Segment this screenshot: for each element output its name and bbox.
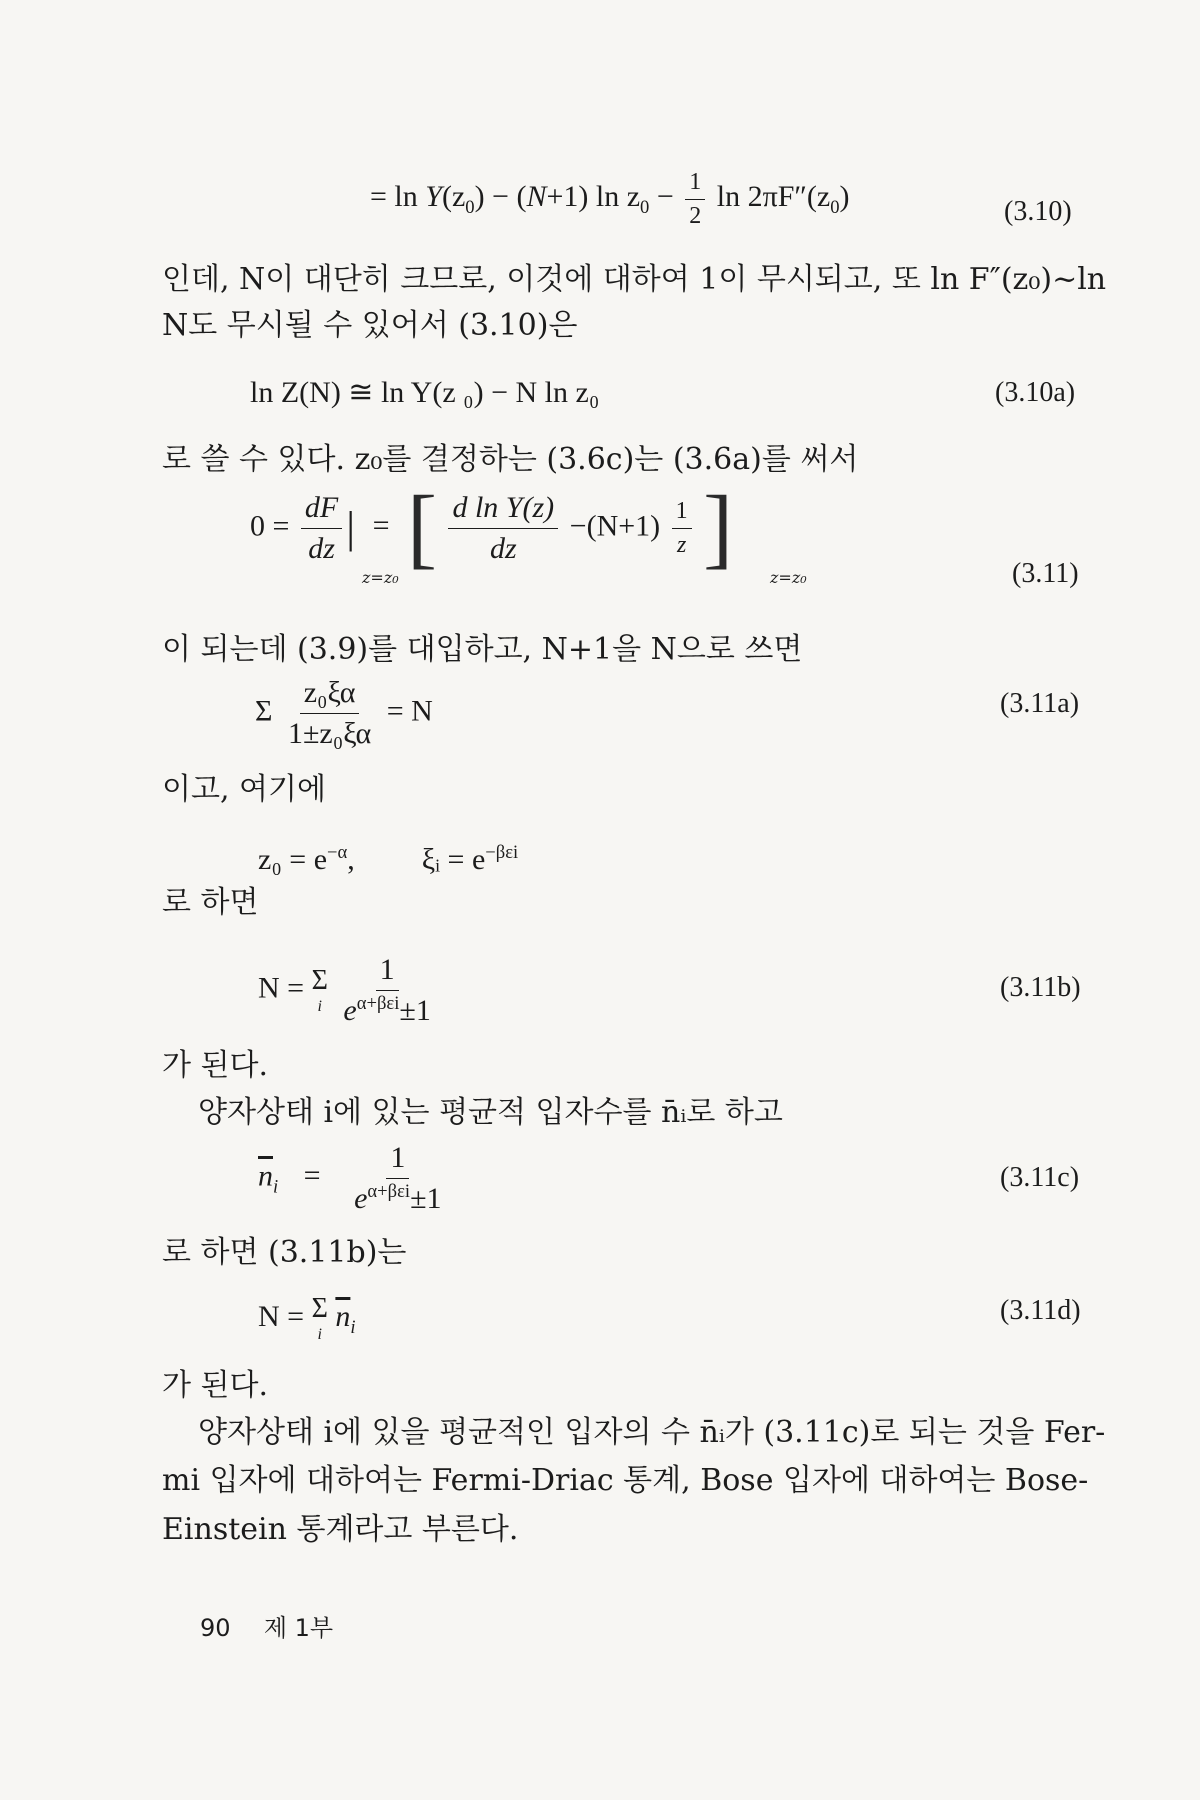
paragraph-text: 이고, 여기에 — [162, 772, 326, 807]
left-bracket: [ — [406, 478, 437, 578]
equation-definitions: $z_0 = e^{-\alpha}$, ξᵢ = $e^{-\beta\varepsilon i}$ — [258, 842, 519, 876]
page-footer — [200, 1608, 333, 1643]
paragraph-text: 로 쓸 수 있다. z₀를 결정하는 (3.6c)는 (3.6a)를 써서 — [162, 442, 859, 477]
equation-3-11a: Σ $\frac{\text{z₀ξα}}{\text{1±z₀ξα}}$ = N — [255, 676, 433, 750]
paragraph-text: Einstein 통계라고 부른다. — [162, 1512, 519, 1547]
equation-3-11d: N = Σ i $\overline{n}_i$ — [258, 1293, 356, 1343]
equation-number-3-11c: (3.11c) — [1000, 1162, 1080, 1193]
right-bracket: ] — [703, 478, 734, 578]
paragraph-text: N도 무시될 수 있어서 (3.10)은 — [162, 308, 578, 343]
equation-number-3-11d: (3.11d) — [1000, 1295, 1081, 1326]
paragraph-text: 가 된다. — [162, 1368, 269, 1403]
equation-number-3-10: (3.10) — [1004, 196, 1072, 227]
equation-number-3-10a: (3.10a) — [995, 377, 1076, 408]
fraction-mean-occupation: $\frac{1}{e^{\alpha+\beta\varepsilon i}\pm 1}$ — [354, 1141, 442, 1215]
paragraph-text: 양자상태 i에 있는 평균적 입자수를 n̄ᵢ로 하고 — [198, 1095, 783, 1130]
paragraph-text: 로 하면 — [162, 885, 259, 920]
fraction-occupation: $\frac{1}{e^{\alpha+\beta\varepsilon i}\pm 1}$ — [343, 953, 431, 1027]
equation-3-10a: ln Z(N) ≅ ln Y(z ₀) − N ln z₀ — [250, 376, 600, 409]
fraction-one-half: $\frac{1}{2}$ — [685, 168, 705, 231]
equation-number-3-11: (3.11) — [1012, 558, 1079, 589]
paragraph-text: 이 되는데 (3.9)를 대입하고, N+1을 N으로 쓰면 — [162, 632, 803, 667]
paragraph-text: 로 하면 (3.11b)는 — [162, 1235, 407, 1270]
evaluation-subscript: z=z₀ — [362, 568, 399, 587]
fraction-dlnY-dz: $\frac{\text{d ln Y(z)}}{dz}$ — [448, 490, 558, 567]
paragraph-text: 가 된다. — [162, 1048, 269, 1083]
equation-number-3-11a: (3.11a) — [1000, 688, 1080, 719]
equation-3-11b: N = Σ i $\frac{1}{e^{\alpha+\beta\varepsilon i}\pm 1}$ — [258, 952, 439, 1029]
fraction-dF-dz: $\frac{dF}{dz}$ — [301, 490, 342, 567]
sum-over-i: Σ i — [311, 964, 328, 1015]
fraction-one-over-z: $\frac{1}{z}$ — [672, 497, 692, 560]
equation-3-10: = $\ln Y(z_0) - (N+1)$ $\ln z_0$ − $\frac{1}{2}$ $\ln 2\pi F''(z_0)$ — [370, 169, 850, 229]
paragraph-text: 양자상태 i에 있을 평균적인 입자의 수 n̄ᵢ가 (3.11c)로 되는 것을 Fer- — [198, 1415, 1106, 1450]
page-number: 90 — [200, 1614, 231, 1642]
fraction-fermi-bose-sum: $\frac{\text{z₀ξα}}{\text{1±z₀ξα}}$ — [287, 676, 372, 750]
part-label: 제 1부 — [263, 1614, 334, 1642]
paragraph-text: mi 입자에 대하여는 Fermi-Driac 통계, Bose 입자에 대하여는 Bose- — [162, 1463, 1089, 1498]
equation-3-11c: $\overline{n}_i$ = $\frac{1}{e^{\alpha+\beta\varepsilon i}\pm 1}$ — [258, 1140, 450, 1217]
equation-number-3-11b: (3.11b) — [1000, 972, 1081, 1003]
evaluation-subscript: z=z₀ — [770, 568, 807, 587]
equation-3-11: 0 = $\frac{dF}{dz}$ | = [ $\frac{\text{d ln Y(z)}}{dz}$ −(N+1) $\frac{1}{z}$ ] — [250, 478, 734, 578]
sum-over-i: Σ i — [311, 1293, 328, 1343]
paragraph-text: 인데, N이 대단히 크므로, 이것에 대하여 1이 무시되고, 또 ln F″(z₀)~ln — [162, 262, 1107, 297]
